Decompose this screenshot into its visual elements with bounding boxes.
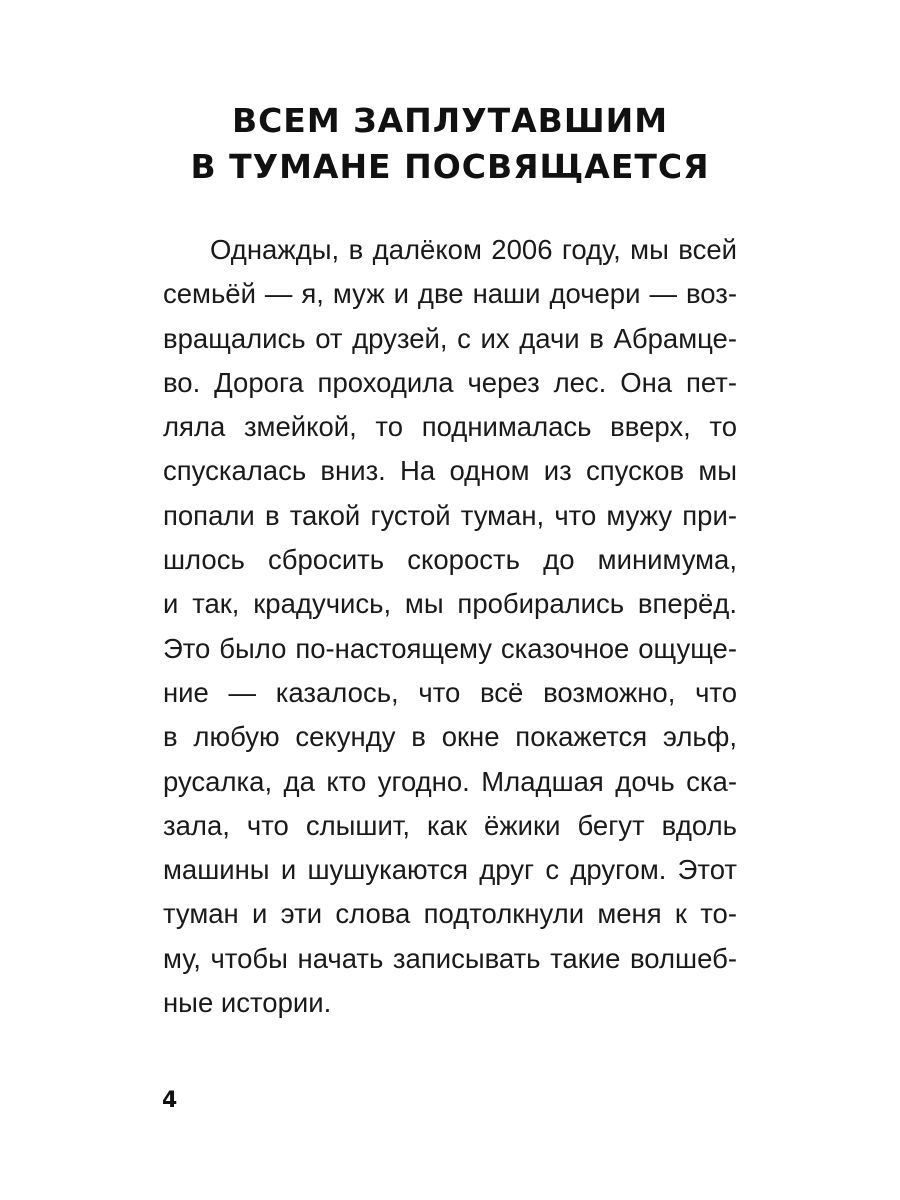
- text-line: зала, что слышит, как ёжики бегут вдоль: [163, 809, 737, 841]
- text-line: ные истории.: [163, 987, 332, 1019]
- text-line: и так, крадучись, мы пробирались вперёд.: [163, 588, 737, 620]
- text-line: Это было по-настоящему сказочное ощуще-: [163, 632, 737, 664]
- dedication-title: [0, 98, 900, 190]
- text-line: ние — казалось, что всё возможно, что: [163, 676, 737, 708]
- text-line: Однажды, в далёком 2006 году, мы всей: [210, 234, 737, 265]
- text-line: русалка, да кто угодно. Младшая дочь ска-: [163, 765, 737, 797]
- text-line: во. Дорога проходила через лес. Она пет-: [163, 366, 737, 398]
- text-line: семьёй — я, муж и две наши дочери — воз-: [163, 278, 737, 310]
- text-line: шлось сбросить скорость до минимума,: [163, 544, 737, 576]
- text-line: туман и эти слова подтолкнули меня к то-: [163, 898, 737, 930]
- body-paragraph: [163, 228, 737, 1025]
- text-line: му, чтобы начать записывать такие волшеб-: [163, 942, 737, 974]
- text-line: в любую секунду в окне покажется эльф,: [163, 721, 737, 753]
- dedication-line-1: ВСЕМ ЗАПЛУТАВШИМ: [231, 101, 669, 140]
- text-line: попали в такой густой туман, что мужу при-: [163, 499, 737, 531]
- text-line: спускалась вниз. На одном из спусков мы: [163, 455, 737, 487]
- dedication-line-2: В ТУМАНЕ ПОСВЯЩАЕТСЯ: [190, 147, 710, 186]
- text-line: вращались от друзей, с их дачи в Абрамце-: [163, 322, 737, 354]
- page-number: 4: [162, 1088, 178, 1113]
- text-line: ляла змейкой, то поднималась вверх, то: [163, 411, 737, 443]
- text-line: машины и шушукаются друг с другом. Этот: [163, 854, 737, 886]
